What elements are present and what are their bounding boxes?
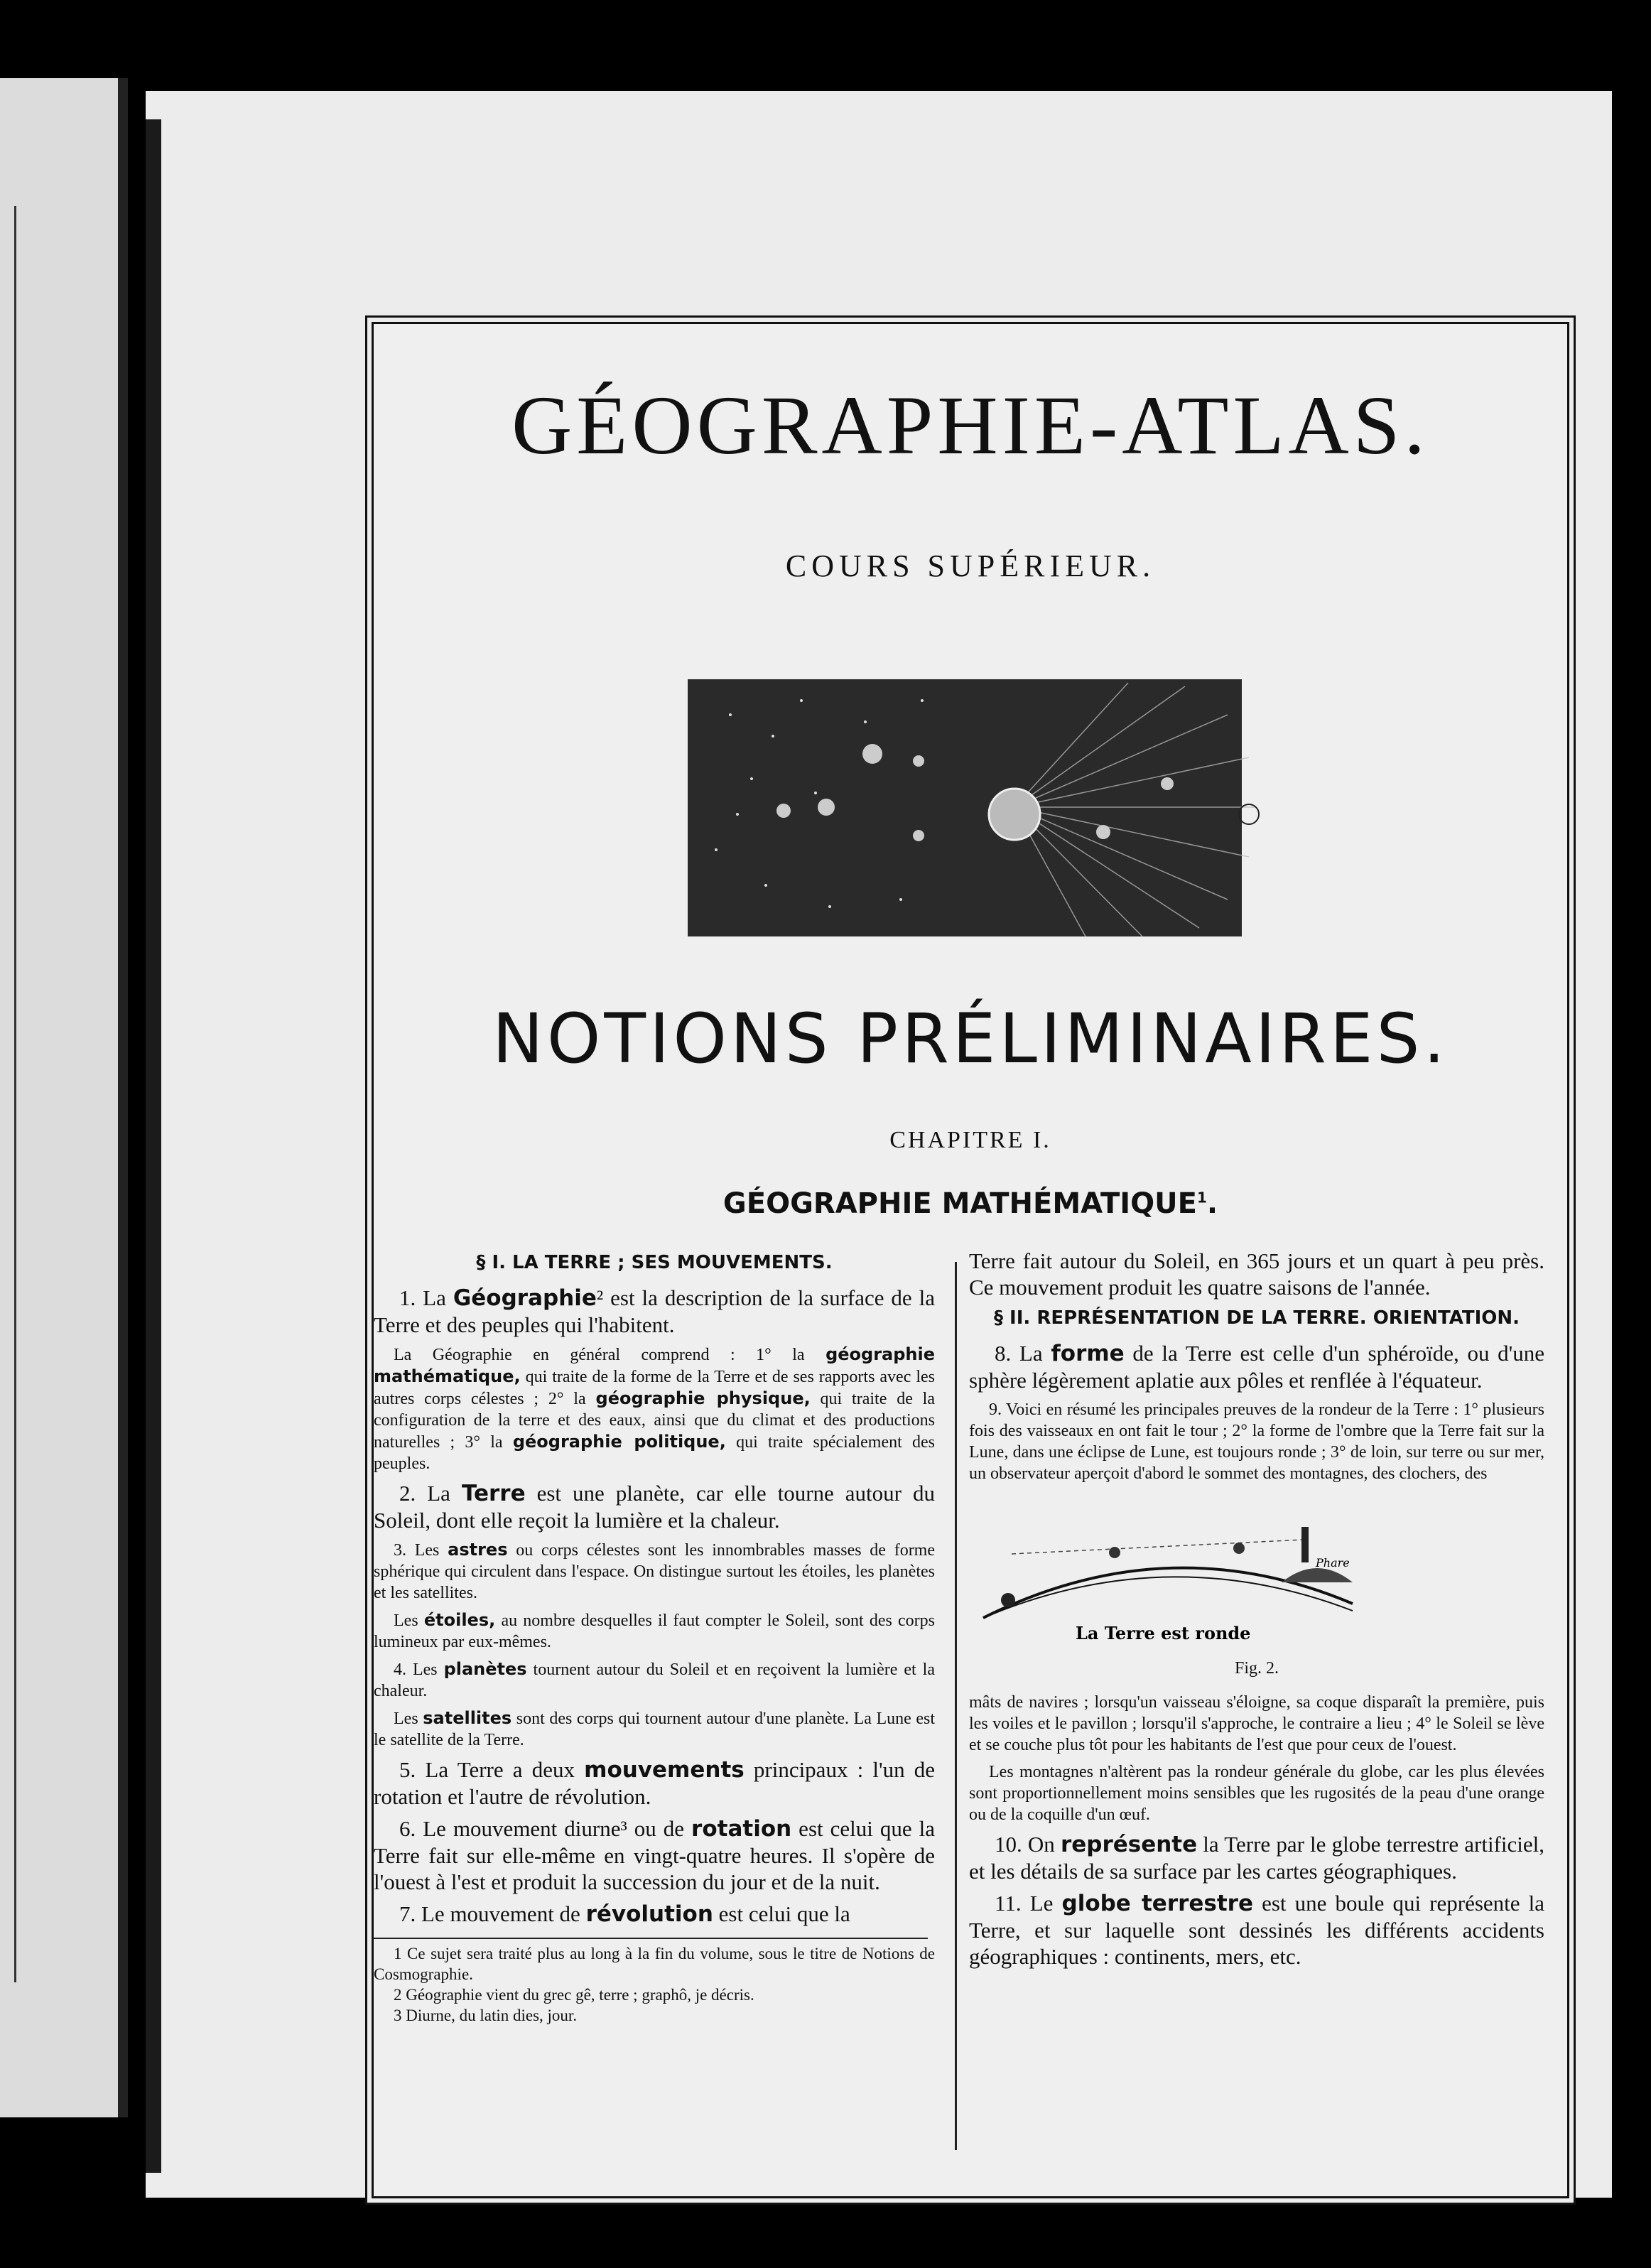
paragraph-9-note: Les montagnes n'altèrent pas la rondeur générale du globe, car les plus élevées sont proportionnellement moins sensibles que les rugosités de la peau d'une orange ou de la coquille d'un œuf.: [969, 1763, 1544, 1824]
figure-label: La Terre est ronde: [1076, 1623, 1251, 1643]
left-column: [374, 1248, 935, 2026]
footnote-3: 3 Diurne, du latin dies, jour.: [394, 2007, 578, 2024]
traveller: [1109, 1547, 1120, 1558]
column-divider: [955, 1262, 957, 2150]
paragraph-3: 3. Les astres ou corps célestes sont les innombrables masses de forme sphérique qui circulent dans l'espace. On distingue surtout les étoiles, les planètes et les satellites.: [374, 1540, 936, 1602]
page-gutter: [118, 78, 128, 2117]
figure-caption: Fig. 2.: [1234, 1659, 1279, 1678]
footnote-rule: [374, 1938, 928, 1939]
paragraph-7: 7. Le mouvement de révolution est celui que la: [399, 1901, 850, 1927]
adjacent-page-strip: [0, 78, 128, 2117]
paragraph-9-continued: mâts de navires ; lorsqu'un vaisseau s'éloigne, sa coque disparaît la première, puis les voiles et le pavillon ; lorsqu'il s'approche, le contraire a lieu ; 4° le Soleil se lève et se couche plus tôt pour les habitants de l'est que pour ceux de l'ouest.: [969, 1693, 1544, 1754]
section-heading-1: § I. LA TERRE ; SES MOUVEMENTS.: [476, 1252, 833, 1273]
page-sheet: [146, 91, 1612, 2198]
paragraph-8: 8. La forme de la Terre est celle d'un sphéroïde, ou d'une sphère légèrement aplatie aux pôles et renflée à l'équateur.: [969, 1341, 1544, 1393]
traveller: [1233, 1543, 1245, 1554]
paragraph-1: 1. La Géographie² est la description de la surface de la Terre et des peuples qui l'habitent.: [374, 1285, 935, 1337]
page-subtitle: COURS SUPÉRIEUR.: [785, 549, 1156, 583]
chapter-number: CHAPITRE I.: [889, 1127, 1051, 1153]
paragraph-6: 6. Le mouvement diurne³ ou de rotation est celui que la Terre fait sur elle-même en vingt-quatre heures. Il s'opère de l'ouest à l'est et produit la succession du jour et de la nuit.: [374, 1816, 935, 1894]
paragraph-3-note: Les étoiles, au nombre desquelles il faut compter le Soleil, sont des corps lumineux par eux-mêmes.: [374, 1610, 935, 1651]
chapter-title-text: GÉOGRAPHIE MATHÉMATIQUE: [722, 1187, 1197, 1220]
lighthouse-label: Phare: [1316, 1556, 1350, 1570]
footnote-1: 1 Ce sujet sera traité plus au long à la fin du volume, sous le titre de Notions de Cosmographie.: [374, 1945, 935, 1983]
footnote-2: 2 Géographie vient du grec gê, terre ; graphô, je décris.: [394, 1986, 754, 2004]
earth-curvature-figure: [969, 1511, 1367, 1646]
adjacent-page-border: [0, 206, 16, 1982]
paragraph-11: 11. Le globe terrestre est une boule qui représente la Terre, et sur laquelle sont dessinés les différents accidents géographiques : continents, mers, etc.: [969, 1891, 1544, 1969]
right-column: [969, 1248, 1544, 1975]
paragraph-7-continued: Terre fait autour du Soleil, en 365 jours et un quart à peu près. Ce mouvement produit les quatre saisons de l'année.: [969, 1248, 1544, 1300]
paragraph-1-note: La Géographie en général comprend : 1° la géographie mathématique, qui traite de la forme de la Terre et de ses rapports avec les autres corps célestes ; 2° la géographie physique, qui traite de la configuration de la terre et des eaux, ainsi que du climat et des productions naturelles ; 3° la géographie politique, qui traite spécialement des peuples.: [374, 1344, 935, 1473]
chapter-title: GÉOGRAPHIE MATHÉMATIQUE$^1$.: [722, 1187, 1218, 1220]
chapter-title-ref: 1: [1196, 1189, 1207, 1206]
paragraph-5: 5. La Terre a deux mouvements principaux : l'un de rotation et l'autre de révolution.: [374, 1757, 935, 1809]
paragraph-4: 4. Les planètes tournent autour du Soleil et en reçoivent la lumière et la chaleur.: [374, 1659, 935, 1700]
paragraph-4-note: Les satellites sont des corps qui tournent autour d'une planète. La Lune est le satellite de la Terre.: [374, 1708, 936, 1749]
page-frame: [372, 322, 1569, 2198]
paragraph-10: 10. On représente la Terre par le globe terrestre artificiel, et les détails de sa surface par les cartes géographiques.: [969, 1832, 1545, 1884]
section-title: NOTIONS PRÉLIMINAIRES.: [492, 999, 1449, 1079]
section-heading-2: § II. REPRÉSENTATION DE LA TERRE. ORIENTATION.: [994, 1307, 1520, 1329]
paragraph-2: 2. La Terre est une planète, car elle tourne autour du Soleil, dont elle reçoit la lumière et la chaleur.: [374, 1481, 935, 1533]
paragraph-9: 9. Voici en résumé les principales preuves de la rondeur de la Terre : 1° plusieurs fois des vaisseaux en ont fait le tour ; 2° la forme de l'ombre que la Terre fait sur la Lune, dans une éclipse de Lune, est toujours ronde ; 3° de loin, sur terre ou sur mer, un observateur aperçoit d'abord le sommet des montagnes, des clochers, des: [969, 1400, 1544, 1483]
page-spine: [146, 119, 161, 2173]
page-title: GÉOGRAPHIE-ATLAS.: [511, 379, 1429, 472]
lighthouse: [1301, 1527, 1309, 1562]
solar-system-engraving: [688, 672, 1273, 944]
observer: [1001, 1593, 1015, 1607]
